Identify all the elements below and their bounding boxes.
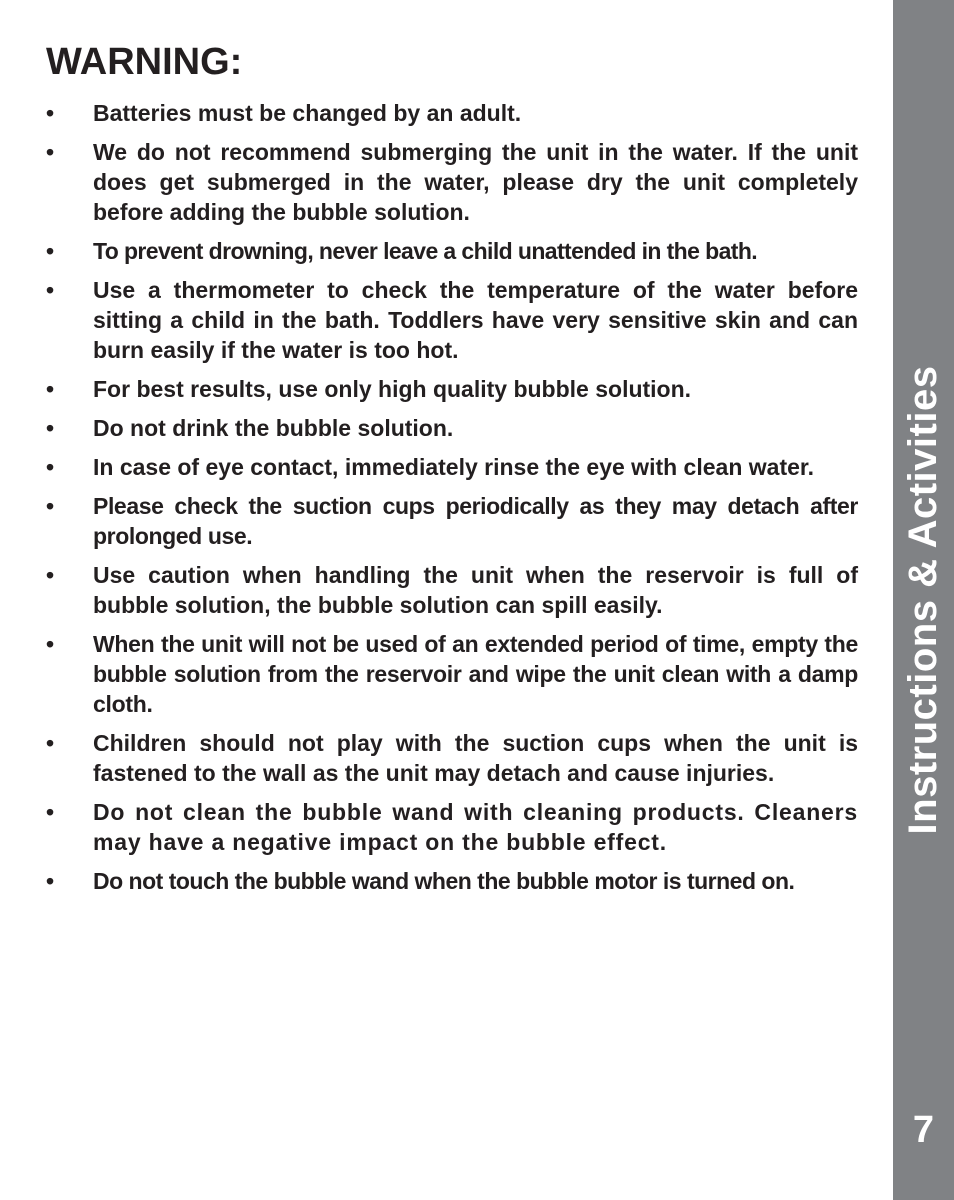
warning-text: Children should not play with the suction cups when the unit is fastened to the wall as the unit may detach and cause injuries. <box>93 730 858 786</box>
bullet: • <box>46 238 54 264</box>
warning-item <box>46 452 858 482</box>
bullet: • <box>46 277 55 303</box>
warning-item <box>46 629 858 719</box>
warning-heading: WARNING: <box>46 41 243 83</box>
warning-text: Do not touch the bubble wand when the bubble motor is turned on. <box>93 868 795 894</box>
bullet: • <box>46 562 55 588</box>
section-sidebar <box>893 0 954 1200</box>
warning-text: Batteries must be changed by an adult. <box>93 100 522 126</box>
bullet: • <box>46 799 55 825</box>
bullet: • <box>46 454 55 480</box>
warning-item <box>46 728 858 788</box>
bullet: • <box>46 730 55 756</box>
page-number: 7 <box>912 1109 935 1151</box>
warning-text: We do not recommend submerging the unit in the water. If the unit does get submerged in the water, please dry the unit completely before adding the bubble solution. <box>93 139 858 225</box>
bullet: • <box>46 139 55 165</box>
warning-item <box>46 413 858 443</box>
bullet: • <box>46 415 55 441</box>
bullet: • <box>46 631 54 657</box>
warning-text: Do not clean the bubble wand with cleaning products. Cleaners may have a negative impact on the bubble effect. <box>93 799 858 855</box>
warning-text: Use a thermometer to check the temperature of the water before sitting a child in the bath. Toddlers have very sensitive skin and can burn easily if the water is too hot. <box>93 277 858 363</box>
bullet: • <box>46 868 54 894</box>
warning-text: For best results, use only high quality bubble solution. <box>93 376 692 402</box>
warning-text: Do not drink the bubble solution. <box>93 415 454 441</box>
bullet: • <box>46 100 55 126</box>
warning-text: When the unit will not be used of an extended period of time, empty the bubble solution from the reservoir and wipe the unit clean with a damp cloth. <box>93 631 858 717</box>
warning-text: Use caution when handling the unit when the reservoir is full of bubble solution, the bubble solution can spill easily. <box>93 562 858 618</box>
warning-item <box>46 137 858 227</box>
warning-item <box>46 560 858 620</box>
warning-list <box>46 98 858 896</box>
warning-section <box>46 40 858 905</box>
warning-item <box>46 797 858 857</box>
warning-item <box>46 236 858 266</box>
warning-item <box>46 866 858 896</box>
warning-text: Please check the suction cups periodically as they may detach after prolonged use. <box>93 493 858 549</box>
bullet: • <box>46 376 55 402</box>
section-title: Instructions & Activities <box>901 365 945 835</box>
warning-text: In case of eye contact, immediately rinse the eye with clean water. <box>93 454 814 480</box>
bullet: • <box>46 493 54 519</box>
warning-item <box>46 491 858 551</box>
warning-item <box>46 98 858 128</box>
warning-item <box>46 275 858 365</box>
warning-item <box>46 374 858 404</box>
warning-text: To prevent drowning, never leave a child unattended in the bath. <box>93 238 758 264</box>
